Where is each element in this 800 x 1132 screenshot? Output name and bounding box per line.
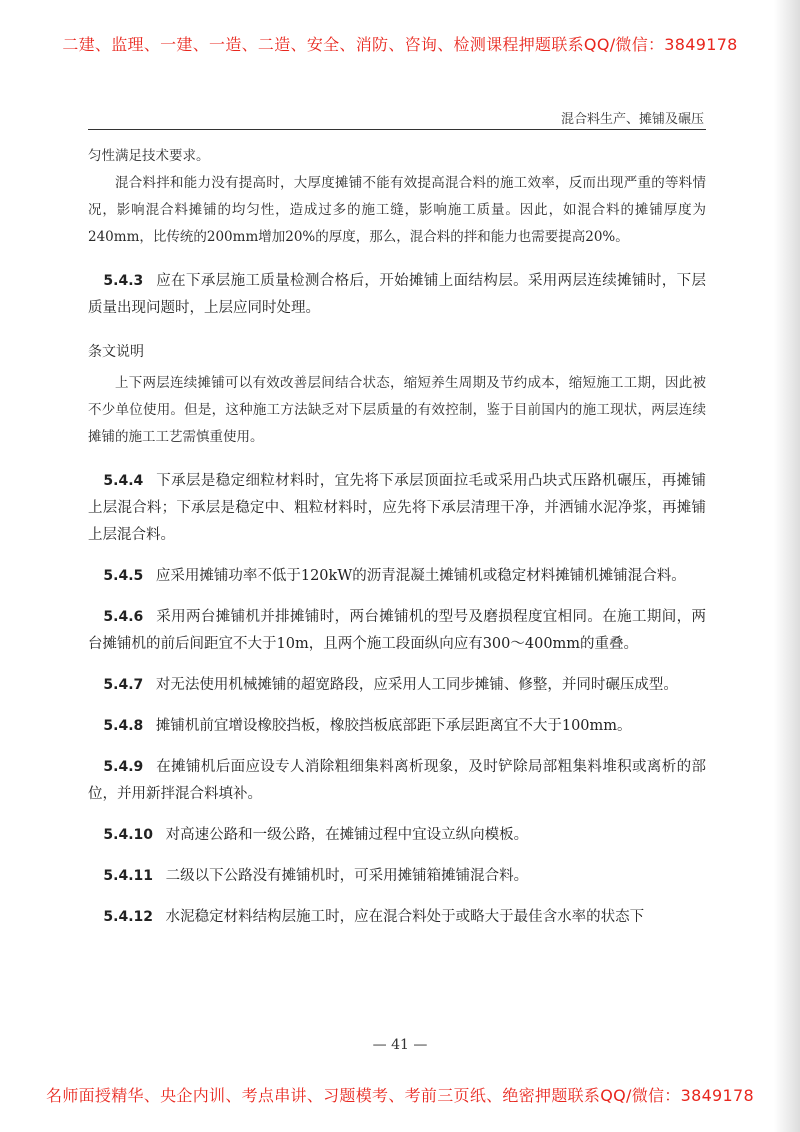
clause-5-4-8 bbox=[88, 713, 706, 740]
clause-text: 二级以下公路没有摊铺机时，可采用摊铺箱摊铺混合料。 bbox=[165, 868, 529, 884]
clause-5-4-10 bbox=[88, 822, 706, 849]
clause-5-4-12 bbox=[88, 904, 706, 931]
clause-number: 5.4.6 bbox=[103, 609, 144, 625]
intro-explanation-paragraph: 混合料拌和能力没有提高时，大厚度摊铺不能有效提高混合料的施工效率，反而出现严重的等料情况，影响混合料摊铺的均匀性，造成过多的施工缝，影响施工质量。因此，如混合料的摊铺厚度为240mm，比传统的200mm增加20%的厚度，那么，混合料的拌和能力也需要提高20%。 bbox=[88, 175, 706, 245]
clause-text: 摊铺机前宜增设橡胶挡板，橡胶挡板底部距下承层距离宜不大于100mm。 bbox=[155, 718, 632, 734]
explanation-text: 上下两层连续摊铺可以有效改善层间结合状态，缩短养生周期及节约成本，缩短施工工期，因此被不少单位使用。但是，这种施工方法缺乏对下层质量的有效控制，鉴于目前国内的施工现状，两层连续摊铺的施工工艺需慎重使用。 bbox=[88, 375, 706, 445]
clause-text: 对无法使用机械摊铺的超宽路段，应采用人工同步摊铺、修整，并同时碾压成型。 bbox=[155, 677, 678, 693]
clause-5-4-4 bbox=[88, 468, 706, 549]
clause-number: 5.4.3 bbox=[103, 273, 144, 289]
clause-5-4-7 bbox=[88, 672, 706, 699]
clause-text: 水泥稳定材料结构层施工时，应在混合料处于或略大于最佳含水率的状态下 bbox=[165, 909, 645, 925]
clause-text: 对高速公路和一级公路，在摊铺过程中宜设立纵向模板。 bbox=[165, 827, 529, 843]
clause-number: 5.4.12 bbox=[103, 909, 153, 925]
clause-5-4-3 bbox=[88, 268, 706, 322]
clause-number: 5.4.10 bbox=[103, 827, 153, 843]
clause-text: 在摊铺机后面应设专人消除粗细集料离析现象，及时铲除局部粗集料堆积或离析的部位，并用新拌混合料填补。 bbox=[88, 759, 706, 802]
clause-5-4-5 bbox=[88, 563, 706, 590]
bottom-ad-banner: 名师面授精华、央企内训、考点串讲、习题模考、考前三页纸、绝密押题联系QQ/微信：3849178 bbox=[46, 1086, 754, 1105]
page-number: — 41 — bbox=[372, 1037, 428, 1053]
clause-text: 采用两台摊铺机并排摊铺时，两台摊铺机的型号及磨损程度宜相同。在施工期间，两台摊铺机的前后间距宜不大于10m，且两个施工段面纵向应有300～400mm的重叠。 bbox=[88, 609, 706, 652]
clause-number: 5.4.8 bbox=[103, 718, 144, 734]
header-rule bbox=[88, 129, 706, 130]
clause-5-4-9 bbox=[88, 754, 706, 808]
clause-number: 5.4.5 bbox=[103, 568, 144, 584]
clause-5-4-11 bbox=[88, 863, 706, 890]
page-edge-shadow bbox=[774, 0, 800, 1132]
clause-number: 5.4.9 bbox=[103, 759, 144, 775]
top-ad-banner: 二建、监理、一建、一造、二造、安全、消防、咨询、检测课程押题联系QQ/微信：3849178 bbox=[62, 35, 738, 54]
clause-text: 应采用摊铺功率不低于120kW的沥青混凝土摊铺机或稳定材料摊铺机摊铺混合料。 bbox=[155, 568, 686, 584]
clause-text: 应在下承层施工质量检测合格后，开始摊铺上面结构层。采用两层连续摊铺时，下层质量出现问题时，上层应同时处理。 bbox=[88, 273, 706, 316]
clause-number: 5.4.7 bbox=[103, 677, 144, 693]
clause-text: 下承层是稳定细粒材料时，宜先将下承层顶面拉毛或采用凸块式压路机碾压，再摊铺上层混合料；下承层是稳定中、粗粒材料时，应先将下承层清理干净，并洒铺水泥净浆，再摊铺上层混合料。 bbox=[88, 473, 706, 543]
clause-number: 5.4.4 bbox=[103, 473, 144, 489]
running-header: 混合料生产、摊铺及碾压 bbox=[560, 112, 704, 127]
intro-continued-line: 匀性满足技术要求。 bbox=[88, 148, 210, 164]
clause-number: 5.4.11 bbox=[103, 868, 153, 884]
clause-5-4-6 bbox=[88, 604, 706, 658]
explanation-title: 条文说明 bbox=[88, 344, 144, 360]
page-body bbox=[88, 143, 706, 931]
